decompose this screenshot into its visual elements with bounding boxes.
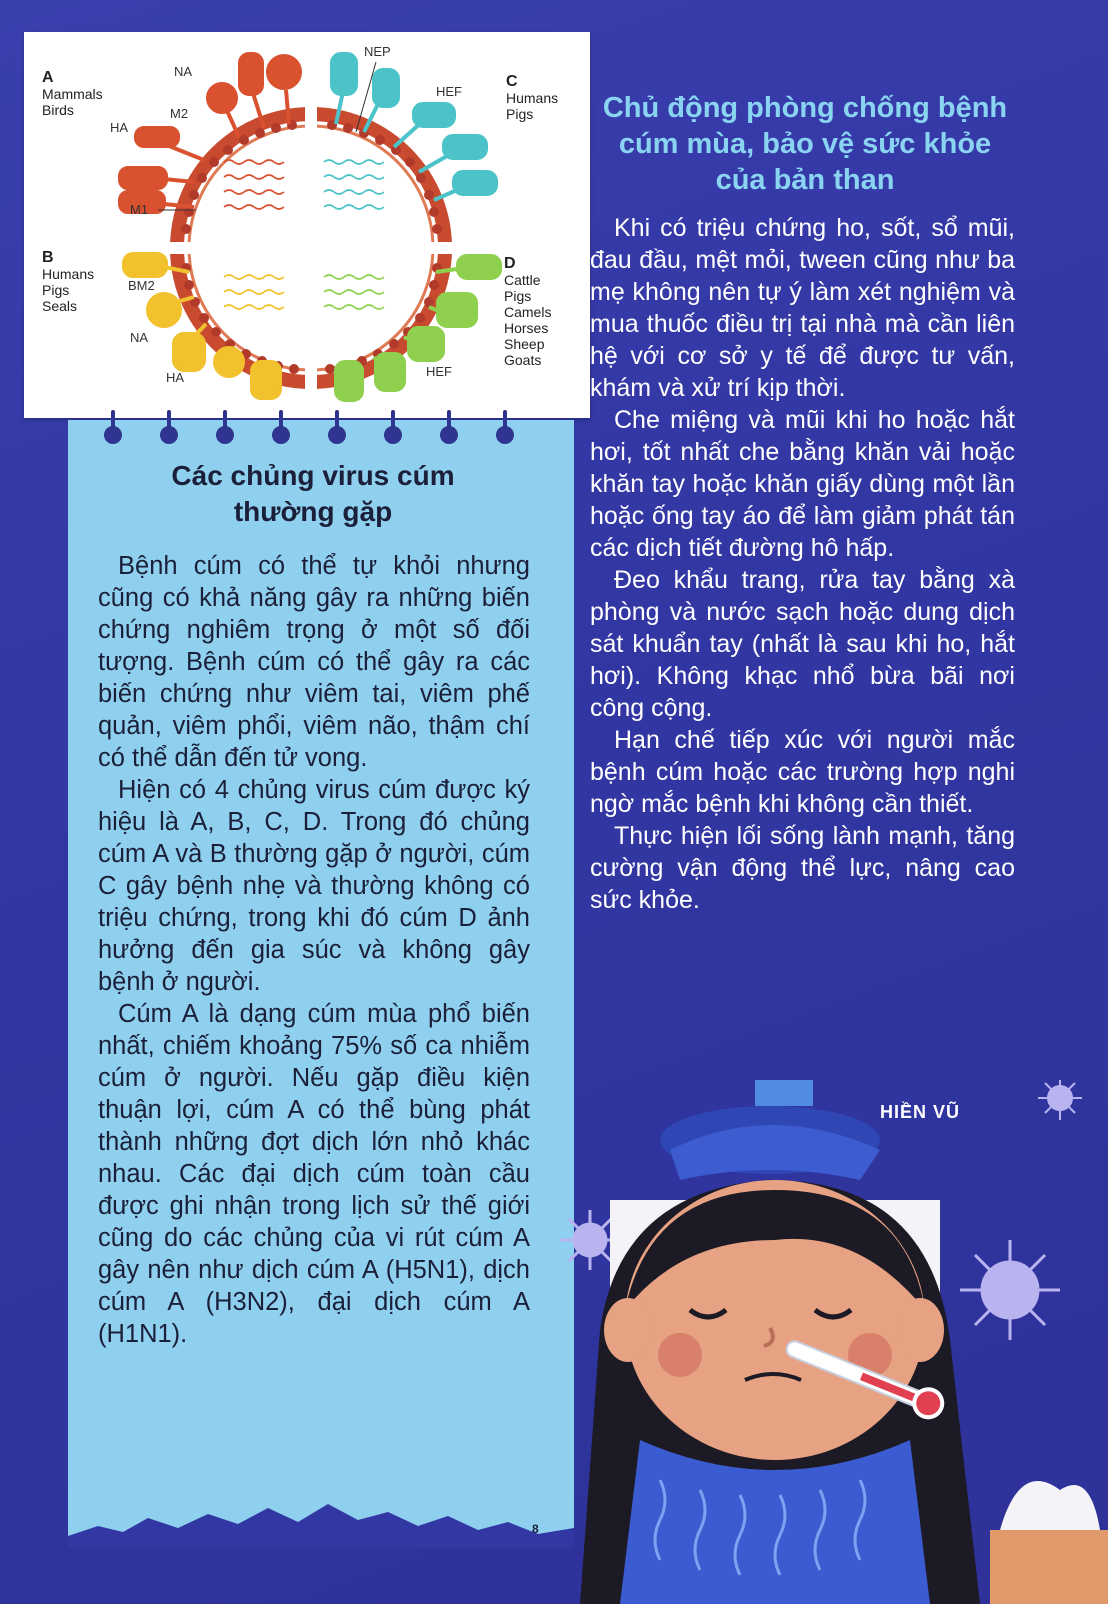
label-ha-bottom: HA [166,370,185,385]
paragraph: Che miệng và mũi khi ho hoặc hắt hơi, tốt nhất che bằng khăn vải hoặc khăn tay hoặc khăn giấy dùng một lần hoặc ống tay áo để làm giảm phát tán các dịch tiết đường hô hấp. [590,406,1015,562]
group-d-label: D Cattle Pigs Camels Horses Sheep Goats [504,255,552,368]
binder-ring [220,410,230,440]
virus-sparkle-icon [960,1240,1060,1340]
label-nep: NEP [364,44,391,59]
binder-ring [444,410,454,440]
virus-diagram [24,32,590,418]
paragraph: Cúm A là dạng cúm mùa phổ biến nhất, chiếm khoảng 75% số ca nhiễm cúm ở người. Nếu gặp điều kiện thuận lợi, cúm A có thể bùng phát thành những đợt dịch lớn nhỏ khác nhau. Các đại dịch cúm toàn cầu được ghi nhận trong lịch sử thế giới cũng do các chủng của vi rút cúm A gây nên như dịch cúm A (H5N1), dịch cúm A (H3N2), đại dịch cúm A (H1N1). [98,1000,530,1348]
label-hef-top: HEF [436,84,462,99]
binder-ring [332,410,342,440]
binder-ring [164,410,174,440]
binder-ring [108,410,118,440]
group-b-label: B Humans Pigs Seals [42,249,95,314]
binder-ring [500,410,510,440]
group-a-label: A Mammals Birds [42,69,103,118]
torn-edge [68,1478,574,1548]
page-number: 8 [532,1522,539,1536]
left-article-body [98,550,530,1350]
group-c-label: C Humans Pigs [506,73,559,122]
paragraph: Hiện có 4 chủng virus cúm được ký hiệu là A, B, C, D. Trong đó chủng cúm A và B thường gặp ở người, cúm C gây bệnh nhẹ và thường không có triệu chứng, trong khi đó cúm D ảnh hưởng đến gia súc và không gây bệnh ở người. [98,776,530,996]
left-section-title: Các chủng virus cúm thường gặp [171,460,455,527]
label-na-bottom: NA [130,330,149,345]
label-na-top: NA [174,64,193,79]
label-m2: M2 [170,106,189,121]
label-bm2: BM2 [128,278,155,293]
label-hef-bottom: HEF [426,364,452,379]
label-ha-top: HA [110,120,129,135]
paragraph: Hạn chế tiếp xúc với người mắc bệnh cúm hoặc các trường hợp nghi ngờ mắc bệnh khi không cần thiết. [590,726,1015,818]
binder-rings [108,410,528,460]
sick-girl-illustration [560,1080,1108,1604]
paragraph: Khi có triệu chứng ho, sốt, sổ mũi, đau đầu, mệt mỏi, tween cũng như ba mẹ không nên tự ý làm xét nghiệm và mua thuốc điều trị tại nhà mà cần liên hệ với cơ sở y tế để được tư vấn, khám và xử trí kịp thời. [590,214,1015,402]
paragraph: Bệnh cúm có thể tự khỏi nhưng cũng có khả năng gây ra những biến chứng nghiêm trọng ở một số đối tượng. Bệnh cúm có thể gây ra các biến chứng như viêm tai, viêm phế quản, viêm phổi, viêm não, thậm chí có thể dẫn đến tử vong. [98,552,530,772]
right-section-title: Chủ động phòng chống bệnh cúm mùa, bảo vệ sức khỏe của bản than [602,92,1008,196]
paragraph: Thực hiện lối sống lành mạnh, tăng cường vận động thể lực, nâng cao sức khỏe. [590,822,1015,914]
paragraph: Đeo khẩu trang, rửa tay bằng xà phòng và nước sạch hoặc dung dịch sát khuẩn tay (nhất là sau khi ho, hắt hơi). Không khạc nhổ bừa bãi nơi công cộng. [590,566,1015,722]
author-credit: HIỀN VŨ [880,1102,961,1122]
virus-sparkle-icon [1038,1080,1082,1120]
label-m1: M1 [130,202,149,217]
binder-ring [276,410,286,440]
binder-ring [388,410,398,440]
right-article-body [590,212,1015,916]
